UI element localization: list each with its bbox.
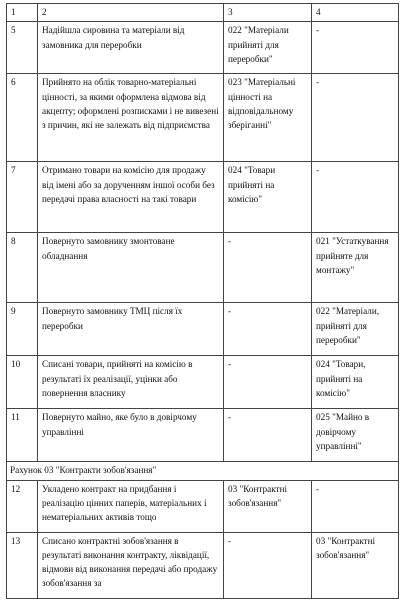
cell-debit: 023 "Матеріальні цінності на відповідальному зберіганні" [224, 74, 312, 162]
cell-credit: - [312, 480, 399, 532]
cell-debit: 022 "Матеріали прийняті для переробки" [224, 22, 312, 74]
cell-credit: 021 "Устаткування прийняте для монтажу" [312, 233, 399, 303]
cell-n: 12 [7, 480, 38, 532]
header-col-1: 1 [7, 4, 38, 22]
cell-debit: - [224, 532, 312, 598]
table-row [7, 74, 399, 162]
cell-debit: - [224, 233, 312, 303]
table-row [7, 22, 399, 74]
cell-credit: 022 "Матеріали, прийняті для переробки" [312, 303, 399, 356]
table-row [7, 480, 399, 532]
section-title: Рахунок 03 "Контракти зобов'язання" [7, 462, 399, 480]
header-row [7, 4, 399, 22]
cell-n: 5 [7, 22, 38, 74]
cell-n: 10 [7, 356, 38, 409]
cell-credit: - [312, 74, 399, 162]
cell-debit: - [224, 303, 312, 356]
cell-n: 9 [7, 303, 38, 356]
cell-desc: Укладено контракт на придбання і реалізацію цінних паперів, матеріальних і нематеріальних активів тощо [38, 480, 224, 532]
cell-desc: Прийнято на облік товарно-матеріальні цінності, за якими оформлена відмова від акцепту; оформлені розписками і не вивезені з причин, які не залежать від підприємства [38, 74, 224, 162]
cell-debit: 03 "Контрактні зобов'язання" [224, 480, 312, 532]
table-row [7, 303, 399, 356]
table-row [7, 409, 399, 462]
header-col-2: 2 [38, 4, 224, 22]
header-col-3: 3 [224, 4, 312, 22]
cell-n: 7 [7, 162, 38, 233]
cell-desc: Списані товари, прийняті на комісію в результаті їх реалізації, уцінки або повернення власнику [38, 356, 224, 409]
cell-credit: 024 "Товари, прийняті на комісію" [312, 356, 399, 409]
cell-debit: - [224, 356, 312, 409]
cell-desc: Списано контрактні зобов'язання в результаті виконання контракту, ліквідації, відмови від виконання передачі або продажу зобов'язання за [38, 532, 224, 598]
table-row [7, 233, 399, 303]
table-row [7, 532, 399, 598]
cell-n: 11 [7, 409, 38, 462]
accounting-table [6, 3, 399, 599]
cell-n: 6 [7, 74, 38, 162]
cell-credit: - [312, 162, 399, 233]
cell-debit: - [224, 409, 312, 462]
cell-desc: Отримано товари на комісію для продажу від імені або за дорученням іншої особи без передачі права власності на такі товари [38, 162, 224, 233]
section-row [7, 462, 399, 480]
cell-credit: - [312, 22, 399, 74]
cell-desc: Повернуто замовнику змонтоване обладнання [38, 233, 224, 303]
cell-n: 8 [7, 233, 38, 303]
cell-desc: Надійшла сировина та матеріали від замовника для переробки [38, 22, 224, 74]
cell-credit: 03 "Контрактні зобов'язання" [312, 532, 399, 598]
cell-debit: 024 "Товари прийняті на комісію" [224, 162, 312, 233]
header-col-4: 4 [312, 4, 399, 22]
cell-credit: 025 "Майно в довірчому управлінні" [312, 409, 399, 462]
table-row [7, 162, 399, 233]
table-body [7, 4, 399, 599]
cell-desc: Повернуто замовнику ТМЦ після їх переробки [38, 303, 224, 356]
table-row [7, 356, 399, 409]
cell-n: 13 [7, 532, 38, 598]
cell-desc: Повернуто майно, яке було в довірчому управлінні [38, 409, 224, 462]
